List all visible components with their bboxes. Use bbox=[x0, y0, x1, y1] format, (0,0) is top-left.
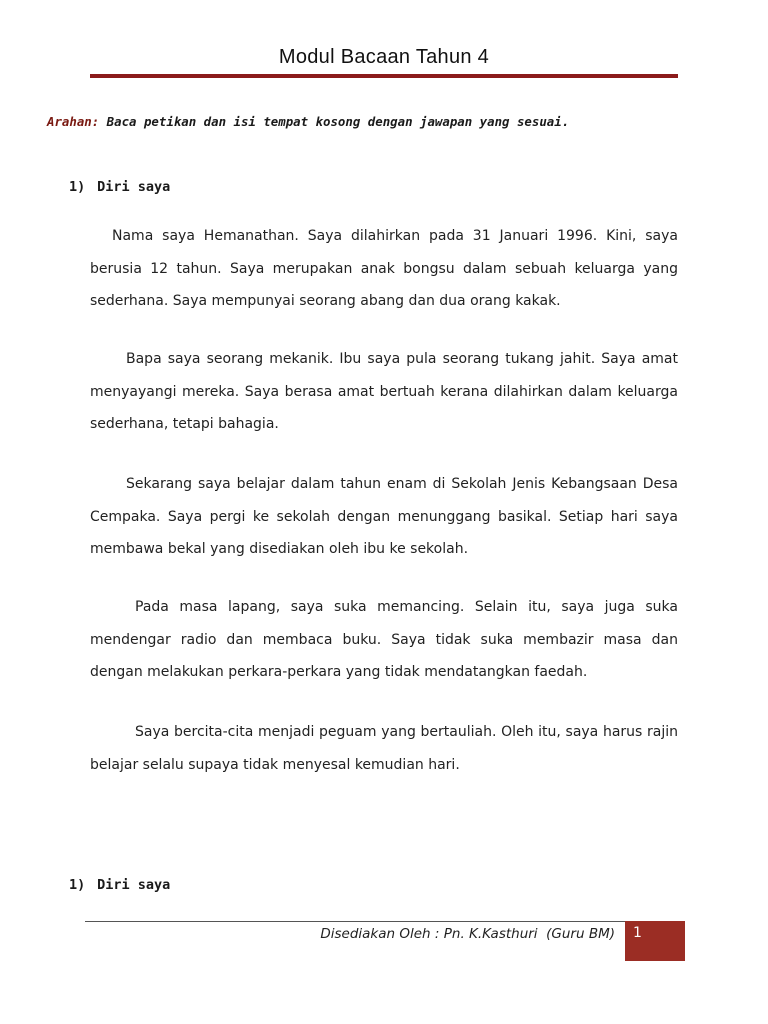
header-rule bbox=[90, 74, 678, 78]
section-heading bbox=[69, 877, 170, 893]
section-number: 1) bbox=[69, 877, 86, 893]
footer-prepared-by: Disediakan Oleh : Pn. K.Kasthuri (Guru BM) bbox=[320, 926, 615, 942]
page-number: 1 bbox=[633, 925, 642, 941]
footer-rule bbox=[85, 921, 625, 922]
paragraph: Nama saya Hemanathan. Saya dilahirkan pada 31 Januari 1996. Kini, saya berusia 12 tahun. Saya merupakan anak bongsu dalam sebuah keluarga yang sederhana. Saya mempunyai seorang abang dan dua orang kakak. bbox=[90, 228, 678, 309]
page-number-box bbox=[625, 921, 685, 961]
section-title: Diri saya bbox=[97, 877, 171, 893]
paragraph: Saya bercita-cita menjadi peguam yang bertauliah. Oleh itu, saya harus rajin belajar selalu supaya tidak menyesal kemudian hari. bbox=[90, 724, 678, 773]
header-title: Modul Bacaan Tahun 4 bbox=[278, 46, 490, 68]
instruction-lead: Arahan: bbox=[47, 114, 100, 129]
section-title: Diri saya bbox=[97, 179, 171, 195]
instruction-text: Baca petikan dan isi tempat kosong dengan jawapan yang sesuai. bbox=[99, 114, 570, 129]
instruction bbox=[47, 114, 569, 129]
section-heading bbox=[69, 179, 170, 195]
section-number: 1) bbox=[69, 179, 86, 195]
paragraph: Bapa saya seorang mekanik. Ibu saya pula seorang tukang jahit. Saya amat menyayangi mereka. Saya berasa amat bertuah kerana dilahirkan dalam keluarga sederhana, tetapi bahagia. bbox=[90, 351, 678, 432]
paragraph: Sekarang saya belajar dalam tahun enam di Sekolah Jenis Kebangsaan Desa Cempaka. Saya pergi ke sekolah dengan menunggang basikal. Setiap hari saya membawa bekal yang disediakan oleh ibu ke sekolah. bbox=[90, 476, 678, 557]
paragraph: Pada masa lapang, saya suka memancing. Selain itu, saya juga suka mendengar radio dan membaca buku. Saya tidak suka membazir masa dan dengan melakukan perkara-perkara yang tidak mendatangkan faedah. bbox=[90, 599, 678, 680]
